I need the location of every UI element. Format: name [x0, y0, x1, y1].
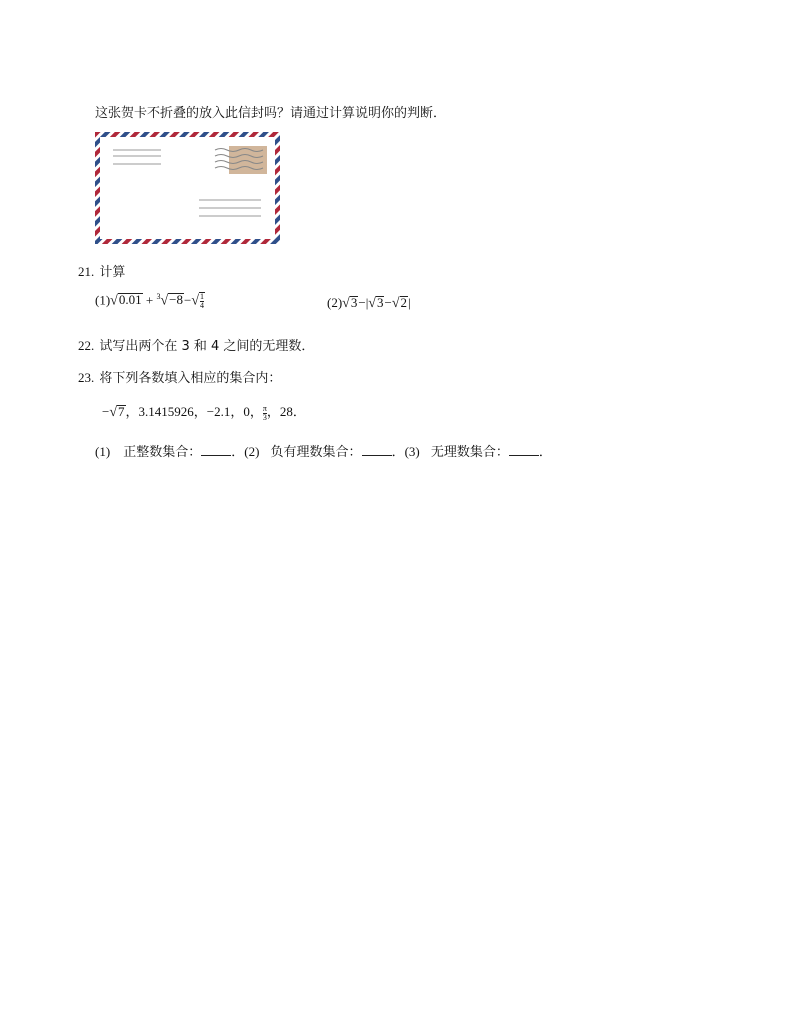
sqrt-icon: √	[391, 296, 400, 311]
q23-set2-text: 负有理数集合：	[270, 445, 362, 460]
q21-number: 21.	[78, 264, 95, 279]
sqrt-icon: √	[110, 293, 118, 309]
q22-text: 试写出两个在 3 和 4 之间的无理数．	[99, 339, 315, 354]
q21-part2-radicand3: 2	[400, 295, 408, 310]
q23-list-pi: π	[262, 403, 267, 413]
q23-set3-text: 无理数集合：	[430, 445, 509, 460]
q23-end: ．	[538, 444, 552, 459]
q22	[78, 335, 314, 354]
q21-part1-fraction-wrap	[199, 292, 205, 310]
q21-part1-plus: +	[145, 292, 154, 308]
q23-set1-label: (1)	[95, 444, 111, 459]
q21-heading	[78, 261, 125, 280]
q23-list-neg: −	[102, 404, 110, 419]
cbrt-icon: √	[160, 293, 169, 309]
q23-number: 23.	[78, 370, 95, 385]
q23-set2-blank[interactable]	[362, 445, 392, 456]
sqrt-icon: √	[191, 293, 200, 309]
q23-set3-label: ．(3)	[391, 444, 420, 459]
q21-part2-end: |	[408, 295, 411, 310]
q23-number-list	[102, 401, 306, 422]
q21-part1-frac-num: 1	[200, 292, 205, 301]
q23-list-rest1: ，3.1415926，−2.1，0，	[125, 404, 263, 419]
q21-part1-radicand2: −8	[169, 292, 183, 308]
q21-part1-fraction	[200, 293, 204, 310]
q21-part1-frac-den: 4	[200, 301, 205, 310]
q23-set3-blank[interactable]	[509, 445, 539, 456]
sqrt-icon: √	[342, 296, 350, 311]
q21-part1-minus: −	[183, 292, 192, 308]
q21-part2-mid: −|	[358, 295, 369, 310]
q23-text: 将下列各数填入相应的集合内：	[99, 371, 282, 386]
q23-set2-label: ．(2)	[231, 444, 260, 459]
q23-set1-blank[interactable]	[201, 445, 231, 456]
sqrt-icon: √	[368, 296, 376, 311]
q21-part2-minus: −	[384, 295, 392, 310]
q21-part2-radicand1: 3	[350, 295, 358, 310]
q23-sets	[95, 441, 552, 460]
q21-part1-label: (1)	[95, 292, 111, 308]
q23-list-den: 3	[262, 412, 267, 422]
q21-part1-cube-index: 3	[156, 292, 161, 302]
q21-part2-label: (2)	[327, 295, 343, 310]
q21-part2-radicand2: 3	[376, 295, 384, 310]
question-intro: 这张贺卡不折叠的放入此信封吗？请通过计算说明你的判断．	[95, 106, 447, 121]
q21-part2	[327, 295, 411, 312]
q23-list-rest2: ，28．	[266, 404, 306, 419]
sqrt-icon: √	[109, 405, 118, 420]
q21-part1	[95, 292, 205, 310]
q23-set1-text: 正整数集合：	[123, 445, 202, 460]
q23-heading	[78, 367, 281, 386]
q22-number: 22.	[78, 338, 95, 353]
q21-title: 计算	[99, 265, 126, 280]
q21-part1-radicand1: 0.01	[118, 292, 142, 308]
envelope-image	[95, 132, 280, 244]
q23-list-radicand: 7	[118, 404, 125, 419]
